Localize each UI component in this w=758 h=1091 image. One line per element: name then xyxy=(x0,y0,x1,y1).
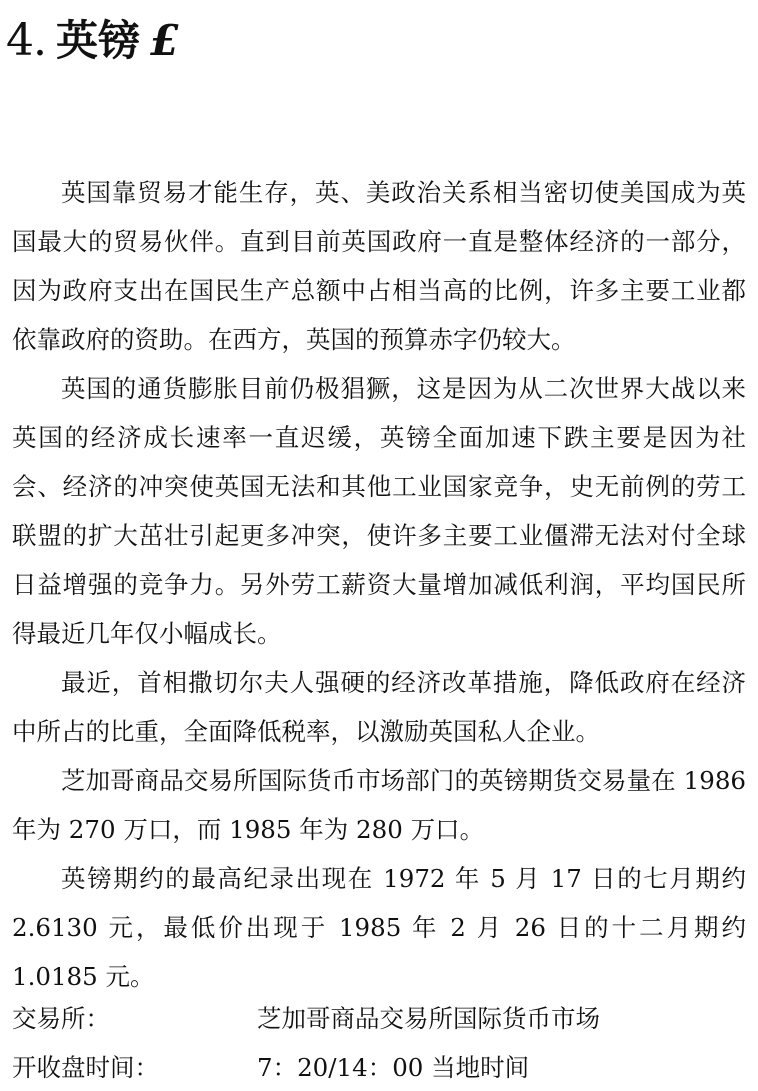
exchange-value: 芝加哥商品交易所国际货币市场 xyxy=(257,1004,600,1033)
paragraph-trade: 英国靠贸易才能生存，英、美政治关系相当密切使美国成为英国最大的贸易伙伴。直到目前英国政府一直是整体经济的一部分，因为政府支出在国民生产总额中占相当高的比例，许多主要工业都依靠政府的资助。在西方，英国的预算赤字仍较大。 xyxy=(12,178,746,354)
paragraph-reform: 最近，首相撒切尔夫人强硬的经济改革措施，降低政府在经济中所占的比重，全面降低税率，以激励英国私人企业。 xyxy=(12,668,746,746)
exchange-label: 交易所： xyxy=(12,1004,110,1033)
exchange-row xyxy=(12,993,746,1042)
paragraph-records: 英镑期约的最高纪录出现在 1972 年 5 月 17 日的七月期约 2.6130 元，最低价出现于 1985 年 2 月 26 日的十二月期约 1.0185 元。 xyxy=(12,864,746,991)
section-heading xyxy=(6,8,179,68)
contract-info xyxy=(12,993,746,1091)
trading-hours-label: 开收盘时间： xyxy=(12,1053,159,1082)
body-text xyxy=(12,168,746,1001)
paragraph-inflation: 英国的通货膨胀目前仍极猖獗，这是因为从二次世界大战以来英国的经济成长速率一直迟缓，英镑全面加速下跌主要是因为社会、经济的冲突使英国无法和其他工业国家竞争，史无前例的劳工联盟的扩大茁壮引起更多冲突，使许多主要工业僵滞无法对付全球日益增强的竞争力。另外劳工薪资大量增加减低利润，平均国民所得最近几年仅小幅成长。 xyxy=(12,374,746,648)
section-number: 4. xyxy=(6,15,46,66)
trading-hours-value: 7：20/14：00 当地时间 xyxy=(257,1053,530,1082)
trading-hours-row xyxy=(12,1042,746,1091)
paragraph-volume: 芝加哥商品交易所国际货币市场部门的英镑期货交易量在 1986 年为 270 万口，而 1985 年为 280 万口。 xyxy=(12,766,746,844)
pound-symbol: £ xyxy=(150,16,180,65)
section-title: 英镑 xyxy=(55,16,140,65)
